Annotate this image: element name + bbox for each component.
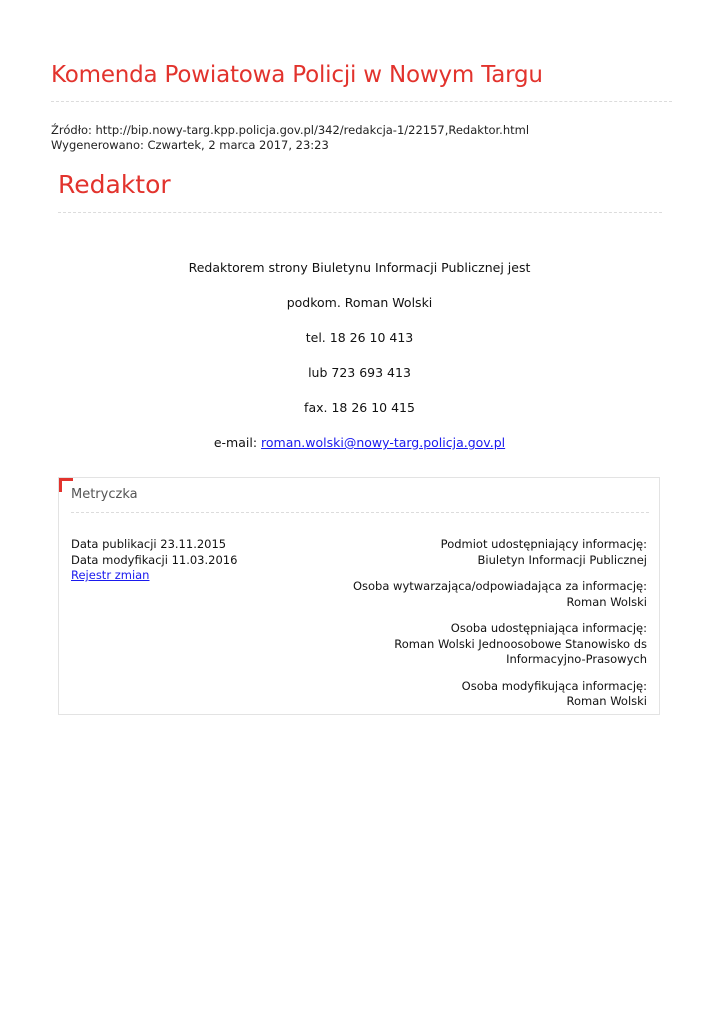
provider-label: Podmiot udostępniający informację:	[440, 537, 647, 551]
modifier-value: Roman Wolski	[566, 694, 647, 708]
modifier-group	[287, 679, 647, 710]
metryczka-title: Metryczka	[71, 487, 138, 502]
provider-group	[287, 537, 647, 568]
main-content	[58, 259, 661, 469]
header-divider	[51, 101, 672, 102]
generated-line: Wygenerowano: Czwartek, 2 marca 2017, 23:23	[51, 138, 329, 152]
modifier-label: Osoba modyfikująca informację:	[461, 678, 647, 693]
producer-value: Roman Wolski	[566, 594, 647, 609]
email-line	[58, 434, 661, 469]
content-line: podkom. Roman Wolski	[286, 295, 433, 310]
publisher-value: Roman Wolski Jednoosobowe Stanowisko ds	[394, 636, 647, 651]
provider-value: Biuletyn Informacji Publicznej	[477, 552, 647, 567]
content-line: fax. 18 26 10 415	[304, 400, 415, 415]
heading-divider	[58, 212, 662, 213]
publication-date: Data publikacji 23.11.2015	[71, 537, 227, 551]
metryczka-dates	[71, 537, 237, 584]
content-line: tel. 18 26 10 413	[305, 330, 414, 345]
producer-label: Osoba wytwarzająca/odpowiadająca za informację:	[352, 579, 647, 593]
changelog-link[interactable]: Rejestr zmian	[71, 568, 150, 582]
content-line: lub 723 693 413	[308, 365, 411, 380]
metryczka-persons	[287, 537, 647, 721]
site-title: Komenda Powiatowa Policji w Nowym Targu	[51, 62, 543, 88]
modification-date: Data modyfikacji 11.03.2016	[71, 552, 238, 567]
publisher-label: Osoba udostępniająca informację:	[450, 621, 647, 635]
email-link[interactable]: roman.wolski@nowy-targ.policja.gov.pl	[261, 435, 506, 450]
producer-group	[287, 579, 647, 610]
publisher-value: Informacyjno-Prasowych	[506, 652, 647, 666]
publisher-group	[287, 621, 647, 668]
content-line: Redaktorem strony Biuletynu Informacji Publicznej jest	[188, 260, 531, 275]
document-meta	[51, 123, 529, 153]
metryczka-box	[58, 477, 660, 715]
email-label: e-mail:	[213, 435, 262, 450]
source-line: Źródło: http://bip.nowy-targ.kpp.policja.gov.pl/342/redakcja-1/22157,Redaktor.html	[51, 123, 530, 137]
metryczka-divider	[71, 512, 649, 513]
page-heading: Redaktor	[58, 170, 171, 199]
